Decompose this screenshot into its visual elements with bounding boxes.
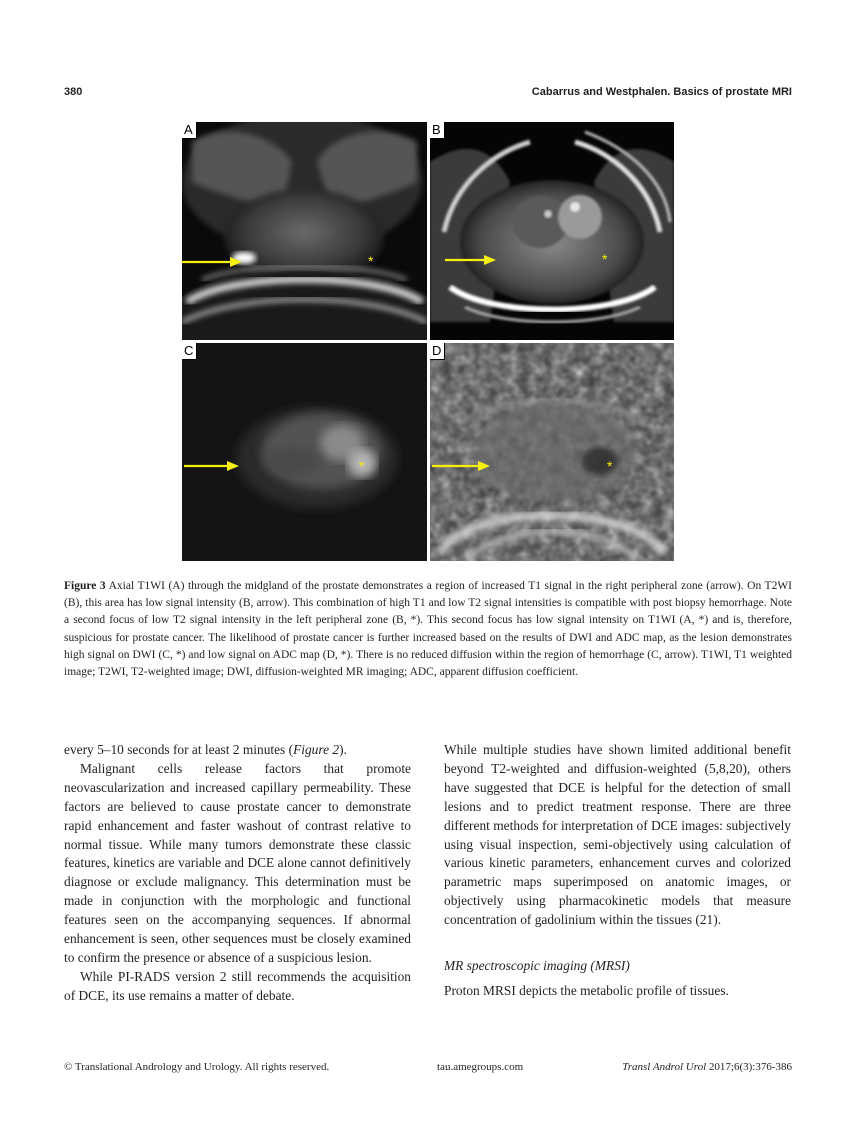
text-span: ). [339,742,347,757]
mri-image-t1wi [182,122,427,340]
caption-label: Figure 3 [64,580,106,592]
asterisk-marker: * [368,253,374,269]
journal-name: Transl Androl Urol [622,1061,707,1073]
body-column-right [444,741,791,1001]
figure-panel-c [182,343,427,561]
paragraph: While multiple studies have shown limited additional benefit beyond T2-weighted and diffusion-weighted (5,8,20), others have suggested that DCE is helpful for the detection of small lesions and to predict treatment response. There are three different methods for interpretation of DCE images: subjectively using visual inspection, semi-objectively using calculation of various kinetic parameters, enhancement curves and colorized parametric maps superimposed on anatomic images, or objectively using pharmacokinetic models that measure concentration of gadolinium within the tissues (21). [444,742,791,928]
figure-panel-a [182,122,427,340]
mri-image-dwi [182,343,427,561]
panel-label: C [182,343,197,360]
paragraph: Proton MRSI depicts the metabolic profile of tissues. [444,982,729,998]
asterisk-marker: * [602,251,608,267]
panel-label: B [430,122,445,139]
figure-panel-b [430,122,674,340]
section-heading: MR spectroscopic imaging (MRSI) [444,958,630,974]
running-title: Cabarrus and Westphalen. Basics of prostate MRI [531,86,792,98]
paragraph: While PI-RADS version 2 still recommends the acquisition of DCE, its use remains a matter of debate. [64,968,411,1003]
figure-panel-d [430,343,674,561]
footer-website-link[interactable]: tau.amegroups.com [437,1061,524,1073]
mri-image-t2wi [430,122,674,340]
mri-image-adc-map [430,343,674,561]
panel-label: A [182,122,197,139]
panel-label: D [430,343,445,360]
citation-details: 2017;6(3):376-386 [706,1061,792,1073]
paragraph: Malignant cells release factors that promote neovascularization and increased capillary permeability. These factors are believed to cause prostate cancer to demonstrate rapid enhancement and faster washout of contrast relative to normal tissue. While many tumors demonstrate these classic features, kinetics are variable and DCE alone cannot definitively diagnose or exclude malignancy. This determination must be made in conjunction with the morphologic and functional features seen on the accompanying sequences. If abnormal enhancement is seen, other sequences must be closely examined to confirm the presence or absence of a suspicious lesion. [64,760,411,965]
footer-copyright: © Translational Andrology and Urology. All rights reserved. [64,1061,330,1073]
asterisk-marker: * [359,458,365,474]
page-number: 380 [64,86,83,98]
paragraph [64,741,411,760]
asterisk-marker: * [607,458,613,474]
figure-caption [64,578,792,681]
body-column-left [64,741,411,1006]
caption-text: Axial T1WI (A) through the midgland of the prostate demonstrates a region of increased T1 signal in the right peripheral zone (arrow). On T2WI (B), this area has low signal intensity (B, arrow). This combination of high T1 and low T2 signal intensities is compatible with post biopsy hemorrhage. Note a second focus of low T2 signal intensity in the left peripheral zone (B, *). This second focus has low signal intensity on T1WI (A, *) and is, therefore, suspicious for prostate cancer. The likelihood of prostate cancer is further increased based on the results of DWI and ADC map, as the lesion demonstrates high signal on DWI (C, *) and low signal on ADC map (D, *). There is no reduced diffusion within the region of hemorrhage (C, arrow). T1WI, T1 weighted image; T2WI, T2-weighted image; DWI, diffusion-weighted MR imaging; ADC, apparent diffusion coefficient. [64,580,793,679]
footer-citation [622,1061,792,1073]
figure-reference-link[interactable]: Figure 2 [293,742,340,757]
text-span: every 5–10 seconds for at least 2 minutes ( [64,742,294,757]
